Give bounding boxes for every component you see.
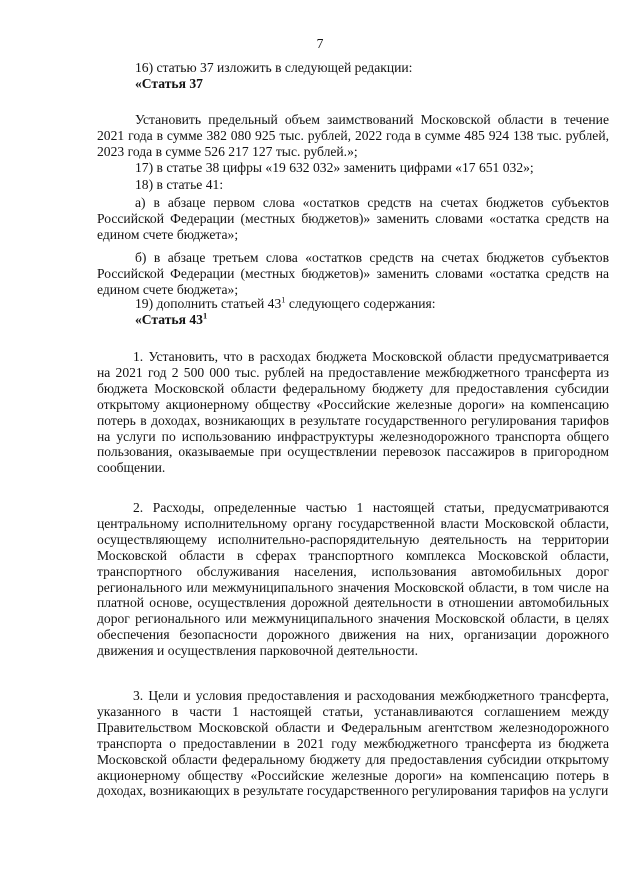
item-19 (97, 296, 609, 328)
item-17: 17) в статье 38 цифры «19 632 032» заменить цифрами «17 651 032»; (135, 160, 534, 175)
item-19-text-end: следующего содержания: (285, 296, 436, 311)
item-18-a: а) в абзаце первом слова «остатков средств на счетах бюджетов субъектов Российской Федерации (местных бюджетов)» заменить словами «остатка средств на едином счете бюджета»; (97, 195, 609, 242)
article-43-1-part-3: 3. Цели и условия предоставления и расходования межбюджетного трансферта, указанного в части 1 настоящей статьи, устанавливаются соглашением между Правительством Московской области и Федеральным агентством железнодорожного транспорта о предоставлении в 2021 году межбюджетного трансферта из бюджета Московской области федеральному бюджету для предоставления субсидии открытому акционерному обществу «Российские железные дороги» на компенсацию потерь в доходах, возникающих в результате государственного регулирования тарифов на услуги (97, 688, 609, 799)
article-43-1-heading: «Статья $43^1$ (135, 310, 208, 327)
item-18: 18) в статье 41: (135, 177, 224, 192)
page-number: 7 (316, 36, 324, 51)
item-16-text: 16) статью 37 изложить в следующей редакции: (135, 60, 413, 75)
article-37-heading: «Статья 37 (135, 75, 203, 91)
item-18-b: б) в абзаце третьем слова «остатков средств на счетах бюджетов субъектов Российской Федерации (местных бюджетов)» заменить словами «остатка средств на едином счете бюджета»; (97, 250, 609, 297)
item-19-text: 19) дополнить статьей 43 (135, 296, 282, 311)
article-43-1-part-1: 1. Установить, что в расходах бюджета Московской области предусматривается на 2021 год 2 500 000 тыс. рублей на предоставление межбюджетного трансферта из бюджета Московской области федеральному бюджету для предоставления субсидии открытому акционерному обществу «Российские железные дороги» на компенсацию потерь в доходах, возникающих в результате государственного регулирования тарифов на услуги по использованию инфраструктуры железнодорожного транспорта общего пользования, оказываемые при осуществлении перевозок пассажиров в пригородном сообщении. (97, 349, 609, 476)
item-19-sup: 1 (281, 294, 286, 305)
article-37-body: Установить предельный объем заимствований Московской области в течение 2021 года в сумме 382 080 925 тыс. рублей, 2022 года в сумме 485 924 138 тыс. рублей, 2023 года в сумме 526 217 127 тыс. рублей.»; (97, 112, 609, 159)
item-16 (97, 60, 609, 92)
article-43-1-part-2: 2. Расходы, определенные частью 1 настоящей статьи, предусматриваются центральному исполнительному органу государственной власти Московской области, осуществляющему исполнительно-распорядительную деятельность на территории Московской области в сферах транспортного комплекса Московской области, транспортного обслуживания населения, использования автомобильных дорог регионального или межмуниципального значения Московской области, в том числе на платной основе, осуществления дорожной деятельности в отношении автомобильных дорог регионального или межмуниципального значения Московской области, в целях обеспечения безопасности дорожного движения на них, организации дорожного движения и осуществления парковочной деятельности. (97, 500, 609, 659)
